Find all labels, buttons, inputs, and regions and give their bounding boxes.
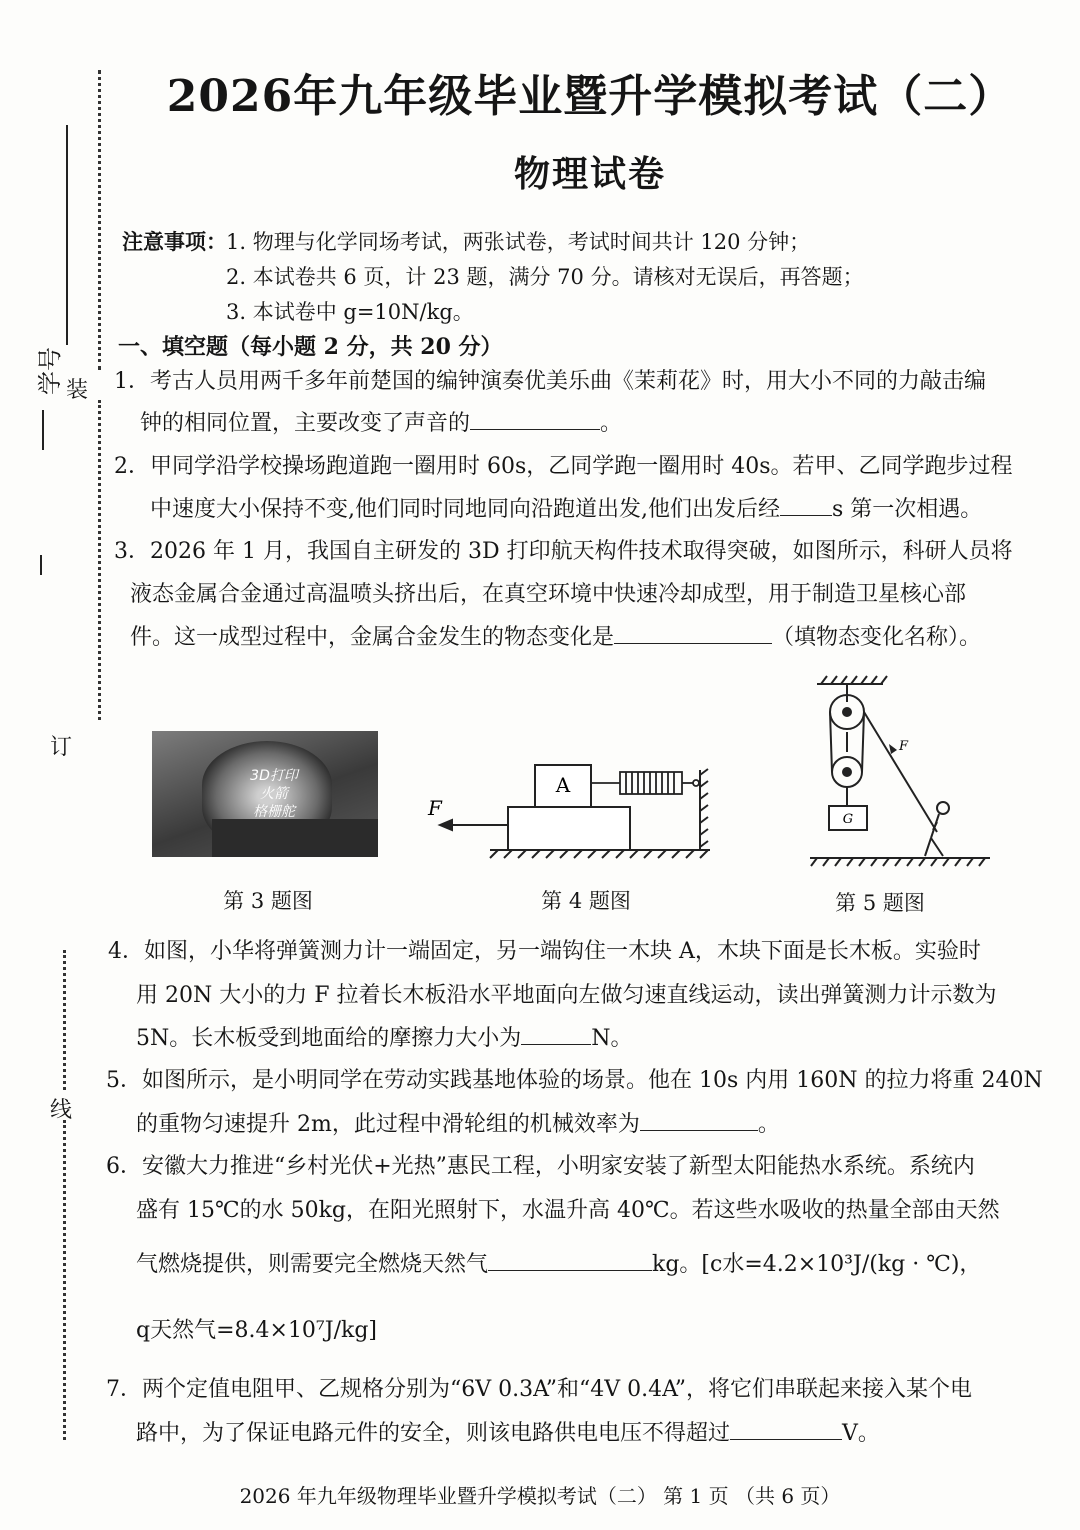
note-item-1: 1. 物理与化学同场考试，两张试卷，考试时间共计 120 分钟； <box>226 230 811 254</box>
binding-dotted-line-top <box>98 70 101 370</box>
figure-3-caption: 第 3 题图 <box>223 889 313 913</box>
binding-dotted-line-lower <box>63 950 66 1090</box>
figure-3-photo-text <box>244 767 304 821</box>
spring-scale <box>591 772 699 794</box>
ceiling <box>817 676 887 684</box>
question-6-line-2: 盛有 15℃的水 50kg，在阳光照射下，水温升高 40℃。若这些水吸收的热量全部由天然 <box>136 1198 1000 1223</box>
question-6-line-3 <box>136 1244 981 1286</box>
student-no-label: 学号 <box>36 347 64 395</box>
question-4-line-3 <box>136 1018 633 1060</box>
figure-5-caption: 第 5 题图 <box>835 891 925 915</box>
page-footer: 2026 年九年级物理毕业暨升学模拟考试（二） 第 1 页 （共 6 页） <box>239 1484 841 1508</box>
margin-line-2 <box>42 410 44 450</box>
rope-arrow <box>889 744 897 754</box>
block-a-label: A <box>555 773 571 797</box>
answer-blank-5[interactable] <box>640 1108 758 1131</box>
question-4-end: N。 <box>591 1026 633 1051</box>
question-2-text: 中速度大小保持不变,他们同时同地同向沿跑道出发,他们出发后经 <box>150 497 780 522</box>
student-no-line <box>66 125 68 345</box>
question-5-line-2 <box>136 1104 780 1146</box>
answer-blank-3[interactable] <box>614 621 772 644</box>
photo-text-line-2: 火箭 <box>260 786 288 802</box>
question-7-line-2 <box>136 1413 880 1455</box>
margin-line-3 <box>40 555 42 575</box>
question-3-text: 件。这一成型过程中，金属合金发生的物态变化是 <box>130 625 615 650</box>
figure-4-caption: 第 4 题图 <box>541 889 631 913</box>
answer-blank-7[interactable] <box>730 1417 842 1440</box>
photo-text-line-1: 3D打印 <box>250 768 298 784</box>
binding-mark-zhuang: 装 <box>66 378 89 403</box>
binding-mark-ding: 订 <box>50 735 73 760</box>
question-4-text: 5N。长木板受到地面给的摩擦力大小为 <box>136 1026 522 1051</box>
photo-text-line-3: 格栅舵 <box>253 804 295 820</box>
floor <box>810 858 990 866</box>
question-2-end: s 第一次相遇。 <box>832 497 983 522</box>
question-5-end: 。 <box>757 1112 780 1137</box>
note-item-3: 3. 本试卷中 g=10N/kg。 <box>226 300 474 324</box>
figure-5-diagram <box>805 672 995 868</box>
question-7-text: 路中，为了保证电路元件的安全，则该电路供电电压不得超过 <box>136 1421 731 1446</box>
note-item-2: 2. 本试卷共 6 页，计 23 题，满分 70 分。请核对无误后，再答题； <box>226 265 864 289</box>
question-3-line-2: 液态金属合金通过高温喷头挤出后，在真空环境中快速冷却成型，用于制造卫星核心部 <box>130 582 967 607</box>
question-4-line-2: 用 20N 大小的力 F 拉着长木板沿水平地面向左做匀速直线运动，读出弹簧测力计示数为 <box>136 983 997 1008</box>
question-6-line-1: 6．安徽大力推进“乡村光伏+光热”惠民工程，小明家安装了新型太阳能热水系统。系统内 <box>106 1154 975 1179</box>
force-f-arrow <box>440 820 508 830</box>
paper-subtitle: 物理试卷 <box>513 153 666 195</box>
question-6-text: 气燃烧提供，则需要完全燃烧天然气 <box>136 1252 489 1277</box>
photo-base <box>212 819 378 857</box>
section-title: 一、填空题（每小题 2 分，共 20 分） <box>118 334 503 360</box>
figure-3-photo <box>152 731 378 857</box>
question-5-text: 的重物匀速提升 2m，此过程中滑轮组的机械效率为 <box>136 1112 640 1137</box>
ground <box>490 850 710 858</box>
exam-title: 2026年九年级毕业暨升学模拟考试（二） <box>166 71 1014 122</box>
question-6-line-4: q天然气=8.4×10⁷J/kg] <box>136 1318 377 1343</box>
answer-blank-6[interactable] <box>488 1248 652 1271</box>
question-1-line-1: 1．考古人员用两千多年前楚国的编钟演奏优美乐曲《茉莉花》时，用大小不同的力敲击编 <box>114 369 987 394</box>
question-6-constants: kg。[c水=4.2×10³J/(kg · ℃)， <box>652 1252 982 1277</box>
force-f-label: F <box>428 796 442 820</box>
long-board <box>508 807 630 850</box>
binding-dotted-line-middle <box>98 400 101 720</box>
notes-lead: 注意事项： <box>122 229 227 254</box>
binding-dotted-line-bottom <box>63 1120 66 1440</box>
question-1-end: 。 <box>600 411 623 436</box>
binding-mark-xian: 线 <box>50 1098 73 1123</box>
answer-blank-1[interactable] <box>470 407 600 430</box>
person <box>925 802 949 856</box>
wall <box>700 769 708 850</box>
question-4-line-1: 4．如图，小华将弹簧测力计一端固定，另一端钩住一木块 A，木块下面是长木板。实验时 <box>108 939 981 964</box>
weight-g-label: G <box>842 812 854 827</box>
force-f-label: F <box>899 739 909 754</box>
answer-blank-2[interactable] <box>780 493 832 516</box>
figure-4-diagram <box>420 755 720 860</box>
question-2-line-2 <box>150 489 982 531</box>
answer-blank-4[interactable] <box>521 1022 591 1045</box>
question-5-line-1: 5．如图所示，是小明同学在劳动实践基地体验的场景。他在 10s 内用 160N 的拉力将重 240N <box>106 1068 1043 1093</box>
question-3-line-1: 3．2026 年 1 月，我国自主研发的 3D 打印航天构件技术取得突破，如图所示，科研人员将 <box>114 539 1013 564</box>
question-3-end: （填物态变化名称）。 <box>772 625 982 650</box>
question-1-text: 钟的相同位置，主要改变了声音的 <box>140 411 471 436</box>
question-2-line-1: 2．甲同学沿学校操场跑道跑一圈用时 60s，乙同学跑一圈用时 40s。若甲、乙同学跑步过程 <box>114 454 1013 479</box>
question-1-line-2 <box>140 403 622 445</box>
question-7-line-1: 7．两个定值电阻甲、乙规格分别为“6V 0.3A”和“4V 0.4A”，将它们串联起来接入某个电 <box>106 1377 973 1402</box>
question-7-end: V。 <box>842 1421 880 1446</box>
question-3-line-3 <box>130 617 981 659</box>
